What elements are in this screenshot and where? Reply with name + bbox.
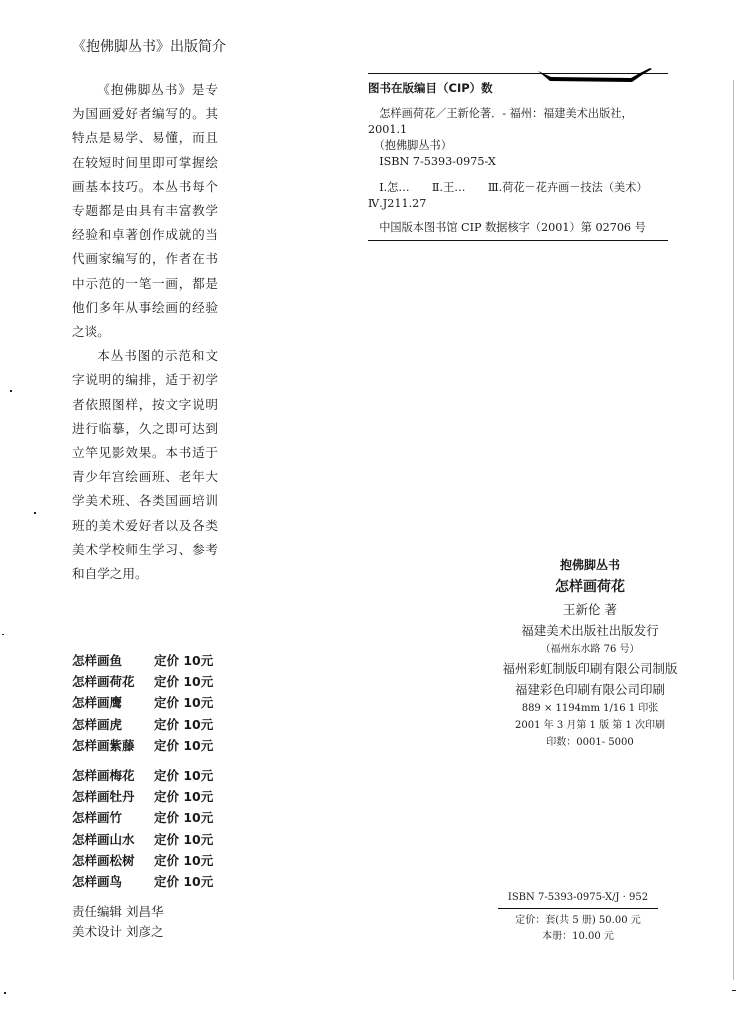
book-price: 定价 10元 — [154, 737, 214, 753]
book-name: 怎样画竹 — [72, 810, 123, 826]
cip-line: ISBN 7-5393-0975-X — [368, 155, 496, 168]
cip-line: 怎样画荷花／王新伦著．- 福州：福建美术出版社，2001.1 — [368, 107, 633, 136]
book-list-item — [72, 714, 222, 735]
colophon-edition: 2001 年 3 月第 1 版 第 1 次印刷 — [515, 720, 665, 731]
book-price: 定价 10元 — [154, 767, 214, 783]
designer-credit: 美术设计 刘彦之 — [72, 924, 164, 939]
list-gap — [72, 756, 222, 765]
credits — [72, 902, 163, 942]
cip-data-block — [368, 74, 668, 236]
book-list-item — [72, 786, 222, 807]
intro-paragraph: 本丛书图的示范和文字说明的编排，适于初学者依照图样，按文字说明进行临摹，久之即可达到立竿见影效果。本书适于青少年宫绘画班、老年大学美术班、各类国画培训班的美术爱好者以及各类美术学校师生学习、参考和自学之用。 — [72, 348, 218, 582]
colophon-publisher: 福建美术出版社出版发行 — [521, 623, 659, 638]
book-name: 怎样画山水 — [72, 831, 135, 847]
colophon-printer: 福建彩色印刷有限公司印刷 — [514, 682, 665, 697]
cip-line: （抱佛脚丛书） — [368, 139, 452, 152]
book-list-item — [72, 807, 222, 828]
book-price: 定价 10元 — [154, 674, 214, 690]
scan-speck — [2, 634, 4, 635]
isbn-number: ISBN 7-5393-0975-X/J · 952 — [507, 892, 649, 903]
set-price: 定价：套(共 5 册) 50.00 元 — [515, 915, 641, 926]
book-list-item — [72, 692, 222, 713]
book-name: 怎样画鸟 — [72, 873, 123, 889]
book-list-item — [72, 850, 222, 871]
book-name: 怎样画鱼 — [72, 653, 123, 668]
book-price: 定价 10元 — [154, 831, 214, 847]
intro-paragraph: 《抱佛脚丛书》是专为国画爱好者编写的。其特点是易学、易懂，而且在较短时间里即可掌握绘画基本技巧。本丛书每个专题都是由具有丰富教学经验和卓著创作成就的当代画家编写的，作者在书中示范的一笔一画，都是他们多年从事绘画的经验之谈。 — [72, 82, 218, 340]
colophon-print-run: 印数：0001- 5000 — [546, 737, 634, 748]
book-price: 定价 10元 — [154, 653, 214, 668]
scan-speck — [4, 992, 6, 994]
isbn-price-block — [498, 890, 658, 945]
scan-speck — [34, 512, 36, 514]
series-intro-title: 《抱佛脚丛书》出版简介 — [72, 39, 226, 55]
book-name: 怎样画鹰 — [72, 695, 123, 711]
book-list-item — [72, 829, 222, 850]
book-name: 怎样画松树 — [72, 852, 135, 868]
scan-speck — [732, 990, 736, 991]
book-name: 怎样画梅花 — [72, 767, 135, 783]
book-name: 怎样画荷花 — [72, 674, 135, 690]
book-price: 定价 10元 — [154, 873, 214, 889]
book-price: 定价 10元 — [154, 716, 214, 732]
colophon-title: 怎样画荷花 — [555, 579, 625, 595]
cip-line: 中国版本图书馆 CIP 数据核字（2001）第 02706 号 — [368, 221, 646, 234]
book-list — [72, 650, 222, 892]
book-list-item — [72, 765, 222, 786]
scan-speck — [10, 390, 12, 392]
book-name: 怎样画紫藤 — [72, 737, 135, 753]
editor-credit: 责任编辑 刘昌华 — [72, 904, 164, 919]
isbn-rule — [498, 908, 658, 909]
colophon-series: 抱佛脚丛书 — [559, 558, 620, 572]
book-name: 怎样画虎 — [72, 716, 123, 732]
book-price: 定价 10元 — [154, 695, 214, 711]
cip-line: Ⅰ.怎… Ⅱ.王… Ⅲ.荷花－花卉画－技法（美术） Ⅳ.J211.27 — [368, 181, 654, 210]
cip-heading: 图书在版编目（CIP）数 — [368, 81, 493, 95]
book-list-item — [72, 871, 222, 892]
cip-line — [368, 170, 668, 180]
book-price: 定价 10元 — [154, 810, 214, 826]
colophon — [470, 555, 710, 751]
colophon-address: （福州东水路 76 号） — [540, 644, 640, 655]
volume-price: 本册：10.00 元 — [542, 931, 614, 942]
scan-edge-line — [733, 80, 734, 980]
colophon-plate-maker: 福州彩虹制版印刷有限公司制版 — [502, 661, 678, 676]
cip-bottom-rule — [368, 240, 668, 241]
book-price: 定价 10元 — [154, 852, 214, 868]
colophon-format: 889 × 1194mm 1/16 1 印张 — [521, 703, 659, 714]
book-name: 怎样画牡丹 — [72, 789, 135, 805]
book-list-item — [72, 650, 222, 671]
series-intro-text — [72, 78, 218, 586]
colophon-author: 王新伦 著 — [563, 602, 617, 617]
book-list-item — [72, 735, 222, 756]
book-price: 定价 10元 — [154, 789, 214, 805]
book-list-item — [72, 671, 222, 692]
cip-line — [368, 212, 668, 220]
